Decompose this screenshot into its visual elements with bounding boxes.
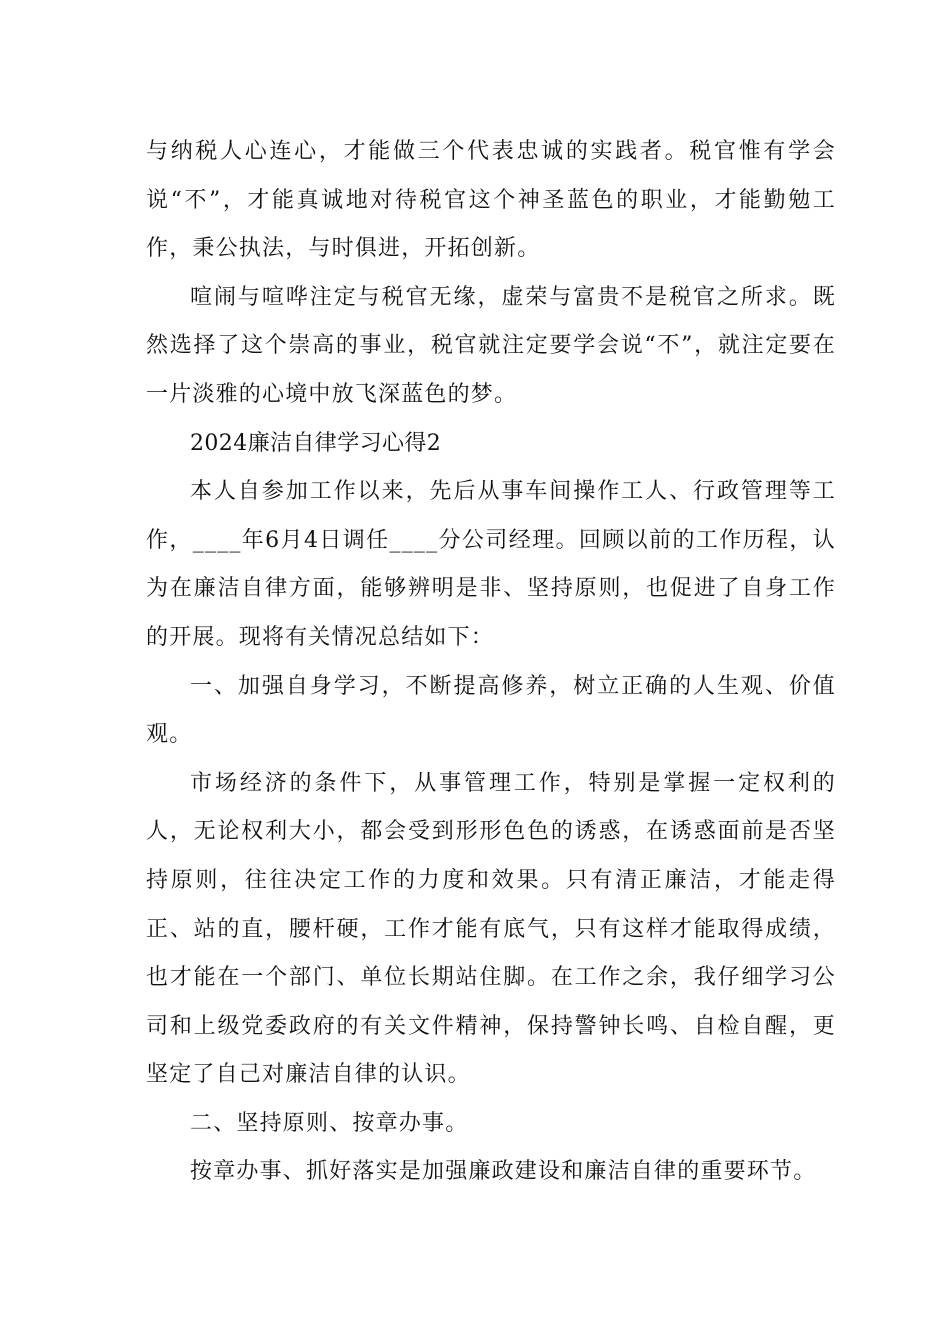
paragraph-continuation: 与纳税人心连心，才能做三个代表忠诚的实践者。税官惟有学会说“不”，才能真诚地对待税官这个神圣蓝色的职业，才能勤勉工作，秉公执法，与时俱进，开拓创新。 — [146, 139, 836, 262]
paragraph: 喧闹与喧哗注定与税官无缘，虚荣与富贵不是税官之所求。既然选择了这个崇高的事业，税官就注定要学会说“不”，就注定要在一片淡雅的心境中放飞深蓝色的梦。 — [146, 284, 836, 407]
section-title: 2024廉洁自律学习心得2 — [190, 430, 442, 456]
paragraph: 市场经济的条件下，从事管理工作，特别是掌握一定权利的人，无论权利大小，都会受到形形色色的诱惑，在诱惑面前是否坚持原则，往往决定工作的力度和效果。只有清正廉洁，才能走得正、站的直，腰杆硬，工作才能有底气，只有这样才能取得成绩，也才能在一个部门、单位长期站住脚。在工作之余，我仔细学习公司和上级党委政府的有关文件精神，保持警钟长鸣、自检自醒，更坚定了自己对廉洁自律的认识。 — [146, 770, 836, 1088]
document-body — [146, 128, 836, 1197]
section-heading: 二、坚持原则、按章办事。 — [190, 1110, 469, 1136]
section-heading: 一、加强自身学习，不断提高修养，树立正确的人生观、价值观。 — [146, 673, 836, 748]
paragraph: 本人自参加工作以来，先后从事车间操作工人、行政管理等工作，____年6月4日调任____分公司经理。回顾以前的工作历程，认为在廉洁自律方面，能够辨明是非、坚持原则，也促进了自身工作的开展。现将有关情况总结如下： — [146, 479, 836, 650]
paragraph: 按章办事、抓好落实是加强廉政建设和廉洁自律的重要环节。 — [190, 1159, 817, 1185]
